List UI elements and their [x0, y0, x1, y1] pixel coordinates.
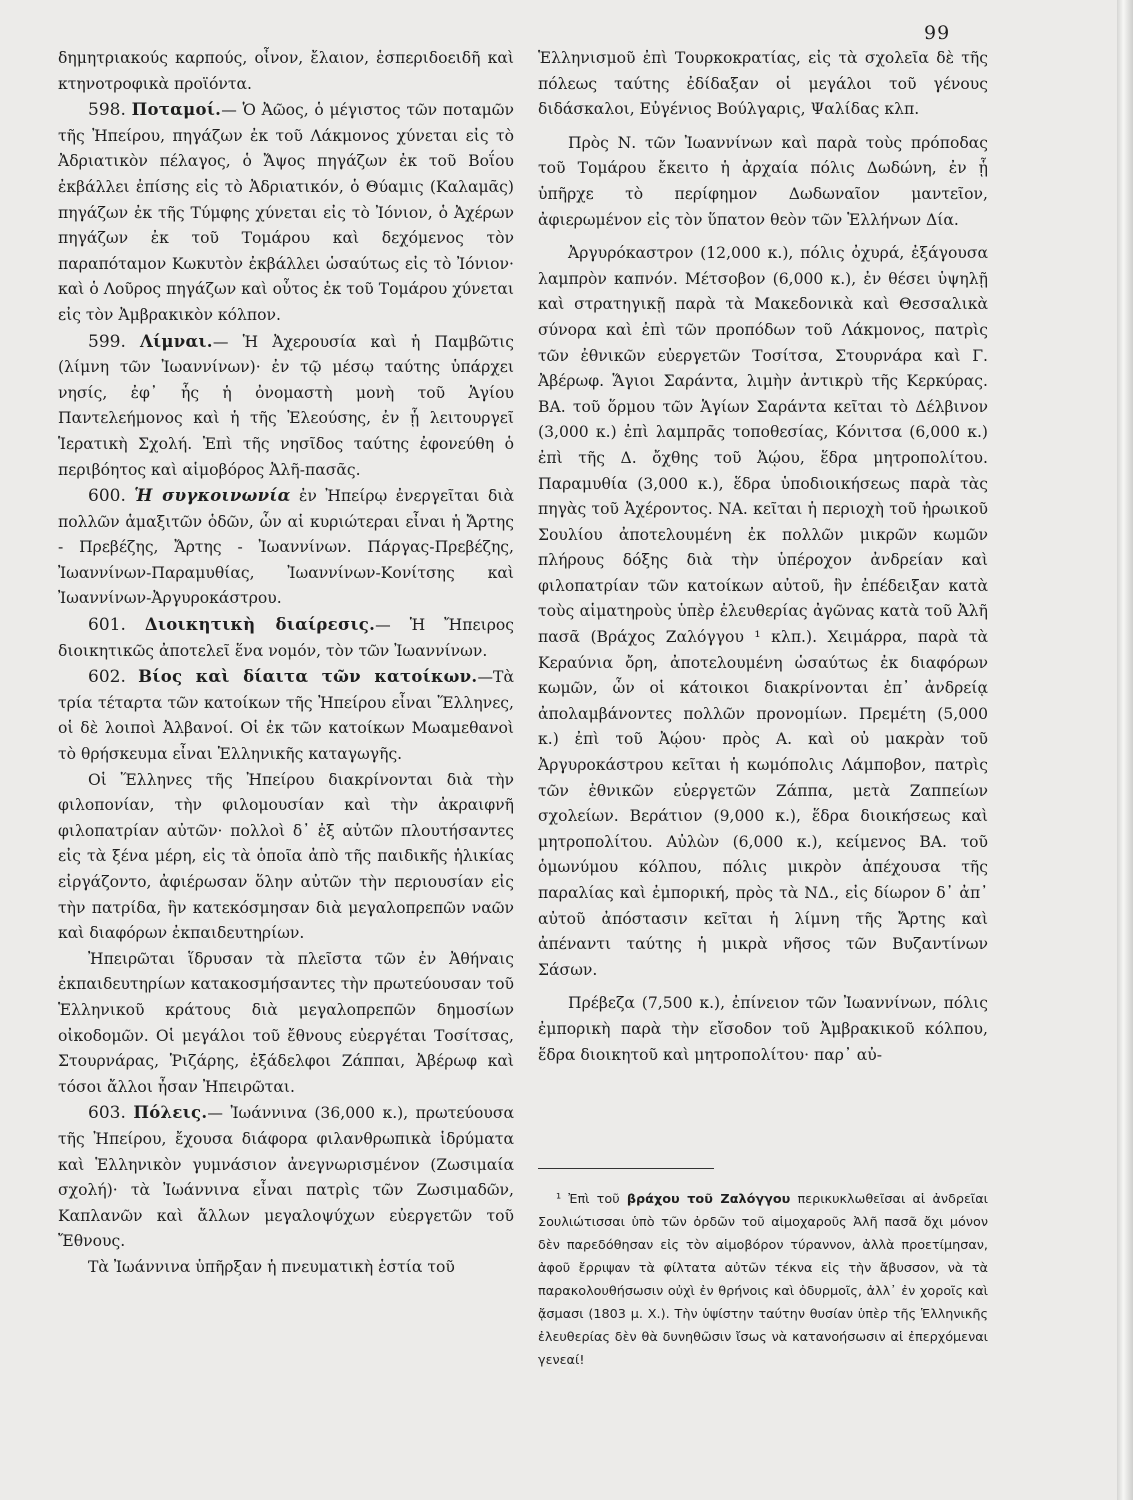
section-heading: Ἡ συγκοινωνία [134, 486, 291, 506]
footnote-emphasis: βράχου τοῦ Ζαλόγγου [626, 1192, 791, 1207]
footnote-text: περικυκλωθεῖσαι αἱ ἀνδρεῖαι Σουλιώτισσαι ὑπὸ τῶν ὀρδῶν τοῦ αἱμοχαροῦς Ἀλῆ πασᾶ ὄχι μόνον δὲν παρεδόθησαν εἰς τὸν αἱμοβόρον τύραννον, ἀλλὰ προετίμησαν, ἀφοῦ ἔρριψαν τὰ φίλτατα αὐτῶν τέκνα εἰς τὴν ἄβυσσον, νὰ τὰ παρακολουθήσωσιν οὐχὶ ἐν θρήνοις καὶ ὀδυρμοῖς, ἀλλ᾽ ἐν χοροῖς καὶ ᾄσμασι (1803 μ. Χ.). Τὴν ὑψίστην ταύτην θυσίαν ὑπὲρ τῆς Ἑλληνικῆς ἐλευθερίας δὲν θὰ δυνηθῶσιν ἴσως νὰ κατανοήσωσιν αἱ ἐπερχόμεναι γενεαί! [538, 1192, 989, 1368]
paragraph: Πρέβεζα (7,500 κ.), ἐπίνειον τῶν Ἰωαννίνων, πόλις ἐμπορικὴ παρὰ τὴν εἴσοδον τοῦ Ἀμβρακικοῦ κόλπου, ἕδρα διοικητοῦ καὶ μητροπολίτου· παρ᾽ αὐ- [538, 994, 988, 1064]
section-text: —Τὰ τρία τέταρτα τῶν κατοίκων τῆς Ἠπείρου εἶναι Ἕλληνες, οἱ δὲ λοιποὶ Ἀλβανοί. Οἱ ἐκ τῶν κατοίκων Μωαμεθανοὶ τὸ θρήσκευμα εἶναι Ἑλληνικῆς καταγωγῆς. [58, 668, 514, 764]
section-number: 599. [88, 331, 126, 352]
section-text: — Ἰωάννινα (36,000 κ.), πρωτεύουσα τῆς Ἠπείρου, ἔχουσα διάφορα φιλανθρωπικὰ ἱδρύματα καὶ Ἑλληνικὸν γυμνάσιον ἀνεγνωρισμένον (Ζωσιμαία σχολή)· τὰ Ἰωάννινα εἶναι πατρὶς τῶν Ζωσιμαδῶν, Καπλανῶν καὶ ἄλλων μεγαλοψύχων εὐεργετῶν τοῦ Ἔθνους. [58, 1104, 515, 1251]
paragraph: Ἠπειρῶται ἵδρυσαν τὰ πλεῖστα τῶν ἐν Ἀθήναις ἐκπαιδευτηρίων κατακοσμήσαντες τὴν πρωτεύουσαν τοῦ Ἑλληνικοῦ κράτους διὰ μεγαλοπρεπῶν δημοσίων οἰκοδομῶν. Οἱ μεγάλοι τοῦ ἔθνους εὐεργέται Τοσίτσας, Στουρνάρας, Ῥιζάρης, ἐξάδελφοι Ζάππαι, Ἀβέρωφ καὶ τόσοι ἄλλοι ἦσαν Ἠπειρῶται. [58, 949, 514, 1096]
right-column [538, 46, 988, 1068]
section-598 [58, 97, 514, 328]
footnote-marker: ¹ [556, 1192, 562, 1207]
section-number: 603. [88, 1103, 126, 1124]
footnote [538, 1188, 988, 1372]
paragraph: Ἀργυρόκαστρον (12,000 κ.), πόλις ὀχυρά, ἐξάγουσα λαμπρὸν καπνόν. Μέτσοβον (6,000 κ.), ἐν θέσει ὑψηλῇ καὶ στρατηγικῇ παρὰ τὰ Μακεδονικὰ καὶ Θεσσαλικὰ σύνορα καὶ ἐπὶ τῶν προπόδων τοῦ Λάκμονος, πατρὶς τῶν ἐθνικῶν εὐεργετῶν Τοσίτσα, Στουρνάρα καὶ Γ. Ἀβέρωφ. Ἅγιοι Σαράντα, λιμὴν ἀντικρὺ τῆς Κερκύρας. ΒΑ. τοῦ ὅρμου τῶν Ἁγίων Σαράντα κεῖται τὸ Δέλβινον (3,000 κ.) ἐπὶ λαμπρᾶς τοποθεσίας, Κόνιτσα (6,000 κ.) ἐπὶ τῆς Δ. ὄχθης τοῦ Ἀῴου, ἕδρα μητροπολίτου. Παραμυθία (3,000 κ.), ἕδρα ὑποδιοικήσεως παρὰ τὰς πηγὰς τοῦ Ἀχέροντος. ΝΑ. κεῖται ἡ περιοχὴ τοῦ ἡρωικοῦ Σουλίου ἀποτελουμένη ἐκ πολλῶν μικρῶν κωμῶν πλήρους δόξης διὰ τὴν ὑπέροχον ἀνδρείαν καὶ φιλοπατρίαν τῶν κατοίκων αὐτοῦ, ἣν ἐπέδειξαν κατὰ τοὺς αἱματηροὺς ὑπὲρ ἐλευθερίας ἀγῶνας κατὰ τοῦ Ἀλῆ πασᾶ (Βράχος Ζαλόγγου ¹ κλπ.). Χειμάρρα, παρὰ τὰ Κεραύνια ὄρη, ἀποτελουμένη ὡσαύτως ἐκ διαφόρων κωμῶν, ὧν οἱ κάτοικοι διακρίνονται ἐπ᾽ ἀνδρείᾳ ἀπολαμβάνοντες πολλῶν προνομίων. Πρεμέτη (5,000 κ.) ἐπὶ τοῦ Ἀῴου· πρὸς Α. καὶ οὐ μακρὰν τοῦ Ἀργυροκάστρου κεῖται ἡ κωμόπολις Λάμποβον, πατρὶς τῶν ἐθνικῶν εὐεργετῶν Ζάππα, μετὰ Ζαππείων σχολείων. Βεράτιον (9,000 κ.), ἕδρα διοικήσεως καὶ μητροπολίτου. Αὐλὼν (6,000 κ.), κείμενος ΒΑ. τοῦ ὁμωνύμου κόλπου, πόλις μικρὸν ἀπέχουσα τῆς παραλίας καὶ ἐμπορική, πρὸς τὰ ΝΔ., εἰς δίωρον δ᾽ ἀπ᾽ αὐτοῦ ἀπόστασιν κεῖται ἡ λίμνη τῆς Ἄρτης καὶ ἀπέναντι ταύτης ἡ μικρὰ νῆσος τῶν Βυζαντίνων Σάσων. [538, 244, 988, 979]
section-602 [58, 664, 514, 767]
section-heading: Πόλεις. [133, 1103, 208, 1123]
page-edge [1117, 0, 1133, 1500]
section-599 [58, 329, 514, 484]
section-heading: Διοικητικὴ διαίρεσις. [144, 615, 376, 635]
section-heading: Ποταμοί. [131, 100, 222, 120]
footnote-rule [538, 1168, 714, 1169]
paragraph: Ἑλληνισμοῦ ἐπὶ Τουρκοκρατίας, εἰς τὰ σχολεῖα δὲ τῆς πόλεως ταύτης ἐδίδαξαν οἱ μεγάλοι τοῦ γένους διδάσκαλοι, Εὐγένιος Βούλγαρις, Ψαλίδας κλπ. [538, 49, 988, 119]
section-603 [58, 1100, 514, 1255]
section-number: 602. [88, 667, 126, 688]
section-text: — Ἡ Ἤπειρος διοικητικῶς ἀποτελεῖ ἕνα νομόν, τὸν τῶν Ἰωαννίνων. [58, 616, 514, 660]
section-number: 601. [88, 615, 126, 636]
section-text: ἐν Ἠπείρῳ ἐνεργεῖται διὰ πολλῶν ἁμαξιτῶν ὁδῶν, ὧν αἱ κυριώτεραι εἶναι ἡ Ἄρτης - Πρεβέζης, Ἄρτης - Ἰωαννίνων. Πάργας-Πρεβέζης, Ἰωαννίνων-Παραμυθίας, Ἰωαννίνων-Κονίτσης καὶ Ἰωαννίνων-Ἀργυροκάστρου. [58, 487, 514, 608]
section-number: 598. [88, 100, 126, 121]
section-600 [58, 483, 514, 612]
paragraph: δημητριακούς καρπούς, οἶνον, ἔλαιον, ἑσπεριδοειδῆ καὶ κτηνοτροφικὰ προϊόντα. [58, 49, 514, 93]
section-601 [58, 612, 514, 664]
section-text: — Ὁ Ἀῶος, ὁ μέγιστος τῶν ποταμῶν τῆς Ἠπείρου, πηγάζων ἐκ τοῦ Λάκμονος χύνεται εἰς τὸ Ἀδριατικὸν πέλαγος, ὁ Ἄψος πηγάζων ἐκ τοῦ Βοΐου ἐκβάλλει ἐπίσης εἰς τὸ Ἀδριατικόν, ὁ Θύαμις (Καλαμᾶς) πηγάζων ἐκ τῆς Τύμφης χύνεται εἰς τὸ Ἰόνιον, ὁ Ἀχέρων πηγάζων ἐκ τοῦ Τομάρου καὶ δεχόμενος τὸν παραπόταμον Κωκυτὸν ἐκβάλλει ὡσαύτως εἰς τὸ Ἰόνιον· καὶ ὁ Λοῦρος πηγάζων καὶ οὗτος ἐκ τοῦ Τομάρου χύνεται εἰς τὸν Ἀμβρακικὸν κόλπον. [58, 101, 514, 324]
footnote-lead: Ἐπὶ τοῦ [561, 1192, 627, 1207]
left-column [58, 46, 514, 1281]
section-text: — Ἡ Ἀχερουσία καὶ ἡ Παμβῶτις (λίμνη τῶν Ἰωαννίνων)· ἐν τῷ μέσῳ ταύτης ὑπάρχει νησίς, ἐφ᾽ ἧς ἡ ὀνομαστὴ μονὴ τοῦ Ἁγίου Παντελεήμονος καὶ ἡ τῆς Ἐλεούσης, ἐν ᾗ λειτουργεῖ Ἱερατικὴ Σχολή. Ἐπὶ τῆς νησῖδος ταύτης ἐφονεύθη ὁ περιβόητος καὶ αἱμοβόρος Ἀλῆ-πασᾶς. [58, 332, 514, 479]
page-number: 99 [924, 22, 951, 44]
paragraph: Οἱ Ἕλληνες τῆς Ἠπείρου διακρίνονται διὰ τὴν φιλοπονίαν, τὴν φιλομουσίαν καὶ τὴν ἀκραιφνῆ φιλοπατρίαν αὐτῶν· πολλοὶ δ᾽ ἐξ αὐτῶν πλουτήσαντες εἰς τὰ ξένα μέρη, εἰς τὰ ὁποῖα ἀπὸ τῆς παιδικῆς ἡλικίας εἰργάζοντο, ἀφιέρωσαν ὅλην αὐτῶν τὴν περιουσίαν εἰς τὴν πατρίδα, ἣν κατεκόσμησαν διὰ μεγαλοπρεπῶν ναῶν καὶ διαφόρων ἐκπαιδευτηρίων. [58, 770, 514, 943]
paragraph: Τὰ Ἰωάννινα ὑπῆρξαν ἡ πνευματικὴ ἑστία τοῦ [88, 1257, 455, 1276]
section-heading: Βίος καὶ δίαιτα τῶν κατοίκων. [138, 667, 478, 687]
section-number: 600. [88, 486, 126, 507]
paragraph: Πρὸς Ν. τῶν Ἰωαννίνων καὶ παρὰ τοὺς πρόποδας τοῦ Τομάρου ἔκειτο ἡ ἀρχαία πόλις Δωδώνη, ἐν ᾗ ὑπῆρχε τὸ περίφημον Δωδωναῖον μαντεῖον, ἀφιερωμένον εἰς τὸν ὕπατον θεὸν τῶν Ἑλλήνων Δία. [538, 133, 988, 229]
section-heading: Λίμναι. [140, 331, 213, 351]
